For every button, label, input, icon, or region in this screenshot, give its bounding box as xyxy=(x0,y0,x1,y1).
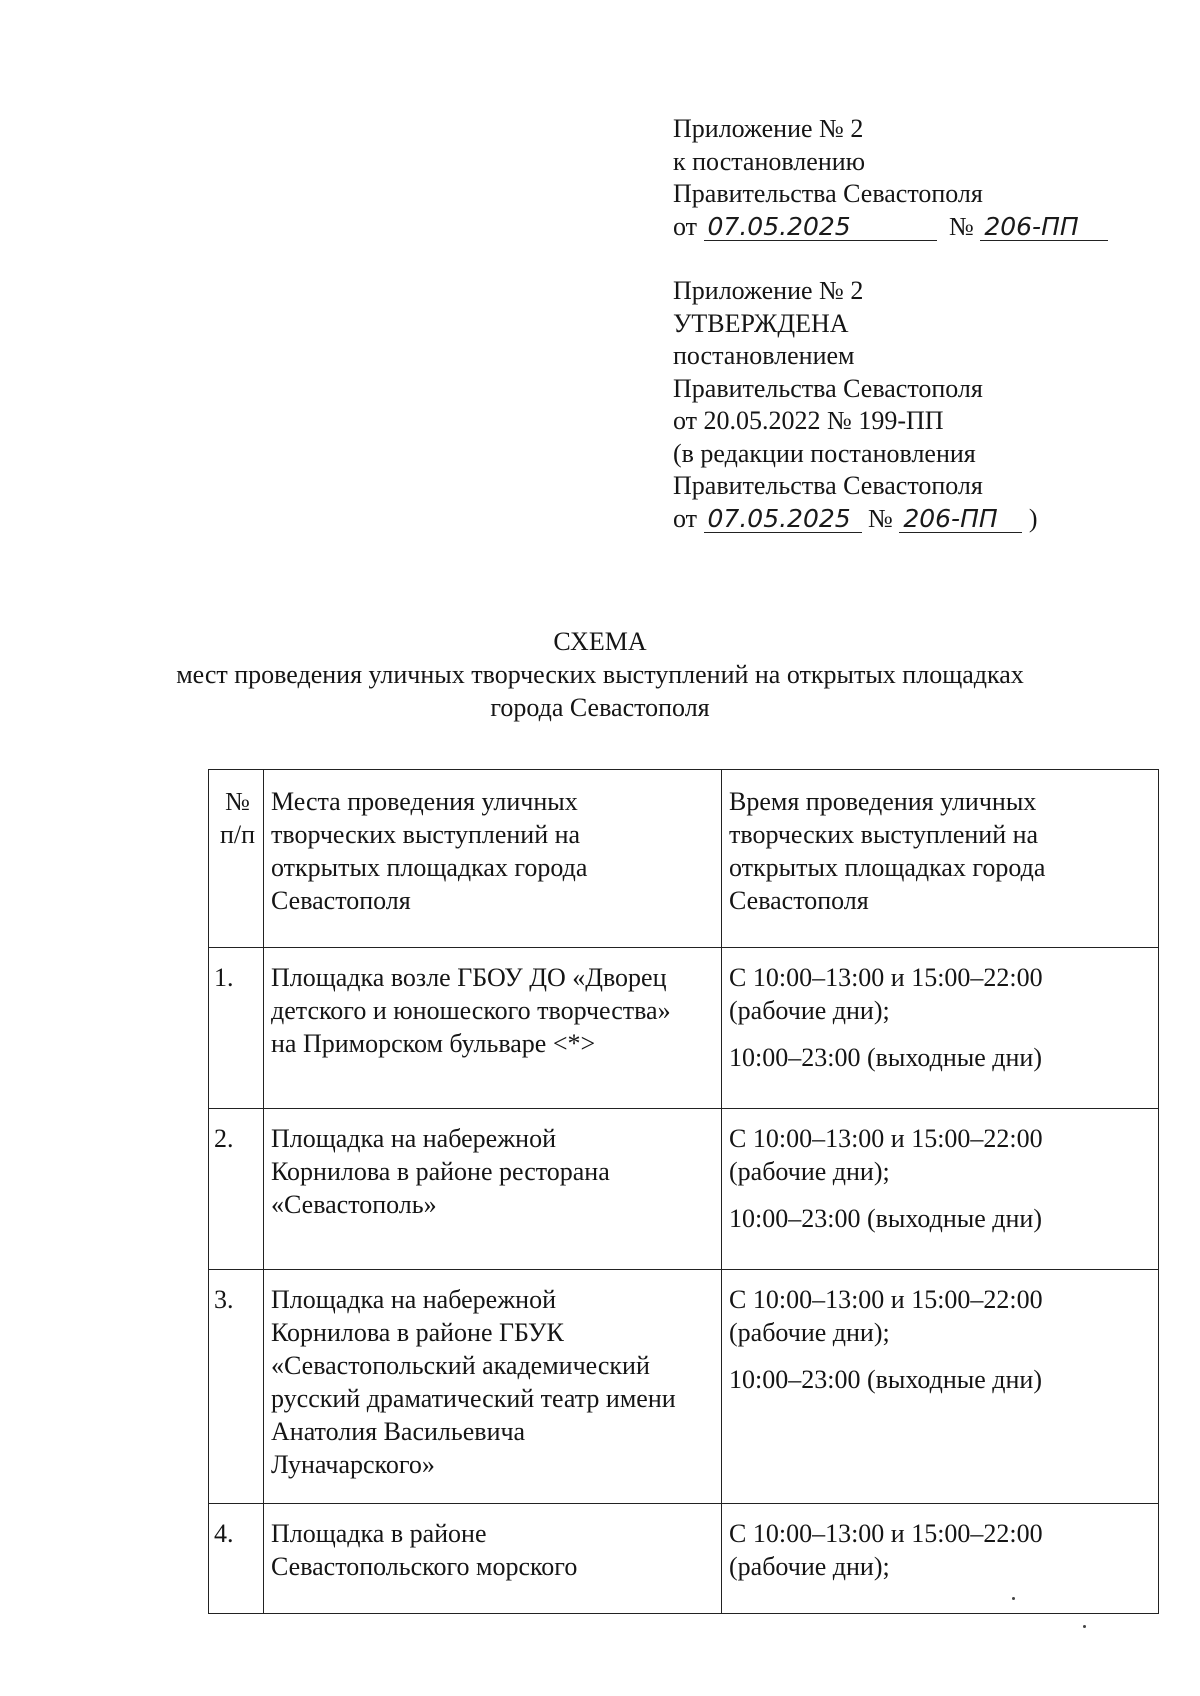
place-text: Площадка на набережной xyxy=(271,1124,556,1153)
time-weekend: 10:00–23:00 (выходные дни) xyxy=(729,1043,1042,1072)
handwritten-number: 206-ПП xyxy=(980,214,1108,241)
place-text: Анатолия Васильевича xyxy=(271,1417,526,1446)
header-num-symbol: № xyxy=(225,787,250,816)
row-number: 2. xyxy=(209,1109,264,1270)
place-text: Площадка возле ГБОУ ДО «Дворец xyxy=(271,963,667,992)
place-text: детского и юношеского творчества» xyxy=(271,996,671,1025)
header-text: Места проведения уличных xyxy=(271,787,578,816)
place-text: Площадка в районе xyxy=(271,1519,487,1548)
appendix-line: (в редакции постановления xyxy=(673,438,976,468)
approved-label: УТВЕРЖДЕНА xyxy=(673,308,849,338)
time-cell xyxy=(722,948,1159,1109)
appendix-line: Правительства Севастополя xyxy=(673,471,983,500)
place-text: Корнилова в районе ГБУК xyxy=(271,1318,564,1347)
time-weekday: (рабочие дни); xyxy=(729,1157,890,1186)
appendix-line: Приложение № 2 xyxy=(673,276,864,305)
header-text: творческих выступлений на xyxy=(729,820,1039,849)
document-subtitle: города Севастополя xyxy=(490,693,710,722)
header-num-cell xyxy=(209,770,264,948)
header-time-cell xyxy=(722,770,1159,948)
appendix-line: Приложение № 2 xyxy=(673,114,864,143)
schedule-table xyxy=(208,769,1159,1614)
time-cell xyxy=(722,1109,1159,1270)
time-weekend: 10:00–23:00 (выходные дни) xyxy=(729,1365,1042,1394)
place-text: Площадка на набережной xyxy=(271,1285,556,1314)
table-row xyxy=(209,1504,1159,1614)
scan-speck xyxy=(1012,1597,1015,1600)
document-title: СХЕМА xyxy=(553,627,647,656)
place-text: Севастопольского морского xyxy=(271,1552,578,1581)
header-num-abbr: п/п xyxy=(219,820,256,849)
place-text: Корнилова в районе ресторана xyxy=(271,1157,610,1186)
appendix-line: к постановлению xyxy=(673,146,866,176)
time-weekday: (рабочие дни); xyxy=(729,1552,890,1581)
time-weekday: С 10:00–13:00 и 15:00–22:00 xyxy=(729,963,1043,992)
time-weekday: С 10:00–13:00 и 15:00–22:00 xyxy=(729,1124,1043,1153)
place-text: Луначарского» xyxy=(271,1450,435,1479)
appendix-line: Правительства Севастополя xyxy=(673,179,983,208)
appendix-line: от 20.05.2022 № 199-ПП xyxy=(673,406,944,435)
header-text: открытых площадках города xyxy=(729,853,1046,882)
table-row xyxy=(209,948,1159,1109)
place-text: русский драматический театр имени xyxy=(271,1384,676,1413)
document-subtitle: мест проведения уличных творческих выступлений на открытых площадках xyxy=(176,660,1024,689)
header-place-cell xyxy=(264,770,722,948)
header-text: открытых площадках города xyxy=(271,853,588,882)
place-cell xyxy=(264,1504,722,1614)
time-cell xyxy=(722,1504,1159,1614)
place-text: «Севастопольский академический xyxy=(271,1351,650,1380)
table-row xyxy=(209,1270,1159,1504)
closing-paren: ) xyxy=(1028,503,1038,533)
time-weekday: С 10:00–13:00 и 15:00–22:00 xyxy=(729,1519,1043,1548)
from-label: от xyxy=(673,503,698,533)
handwritten-number: 206-ПП xyxy=(899,506,1022,533)
place-cell xyxy=(264,948,722,1109)
time-cell xyxy=(722,1270,1159,1504)
appendix-line: постановлением xyxy=(673,341,855,370)
time-weekend: 10:00–23:00 (выходные дни) xyxy=(729,1204,1042,1233)
place-cell xyxy=(264,1109,722,1270)
appendix-header-1 xyxy=(673,113,1108,243)
place-text: на Приморском бульваре <*> xyxy=(271,1029,596,1058)
number-label: № xyxy=(949,211,974,241)
number-label: № xyxy=(868,503,893,533)
appendix-header-2 xyxy=(673,275,1038,535)
table-header-row xyxy=(209,770,1159,948)
header-text: Севастополя xyxy=(271,886,411,915)
scan-speck xyxy=(1083,1625,1086,1628)
header-text: творческих выступлений на xyxy=(271,820,581,849)
header-text: Время проведения уличных xyxy=(729,787,1037,816)
handwritten-date: 07.05.2025 xyxy=(704,506,862,533)
table-row xyxy=(209,1109,1159,1270)
place-text: «Севастополь» xyxy=(271,1190,437,1219)
from-label: от xyxy=(673,211,698,241)
place-cell xyxy=(264,1270,722,1504)
appendix-line: Правительства Севастополя xyxy=(673,373,983,403)
handwritten-date: 07.05.2025 xyxy=(704,214,937,241)
time-weekday: (рабочие дни); xyxy=(729,1318,890,1347)
resolution-ref-line xyxy=(673,211,1108,244)
header-text: Севастополя xyxy=(729,886,869,915)
row-number: 4. xyxy=(209,1504,264,1614)
row-number: 1. xyxy=(209,948,264,1109)
row-number: 3. xyxy=(209,1270,264,1504)
resolution-ref-line xyxy=(673,503,1038,536)
time-weekday: (рабочие дни); xyxy=(729,996,890,1025)
time-weekday: С 10:00–13:00 и 15:00–22:00 xyxy=(729,1285,1043,1314)
